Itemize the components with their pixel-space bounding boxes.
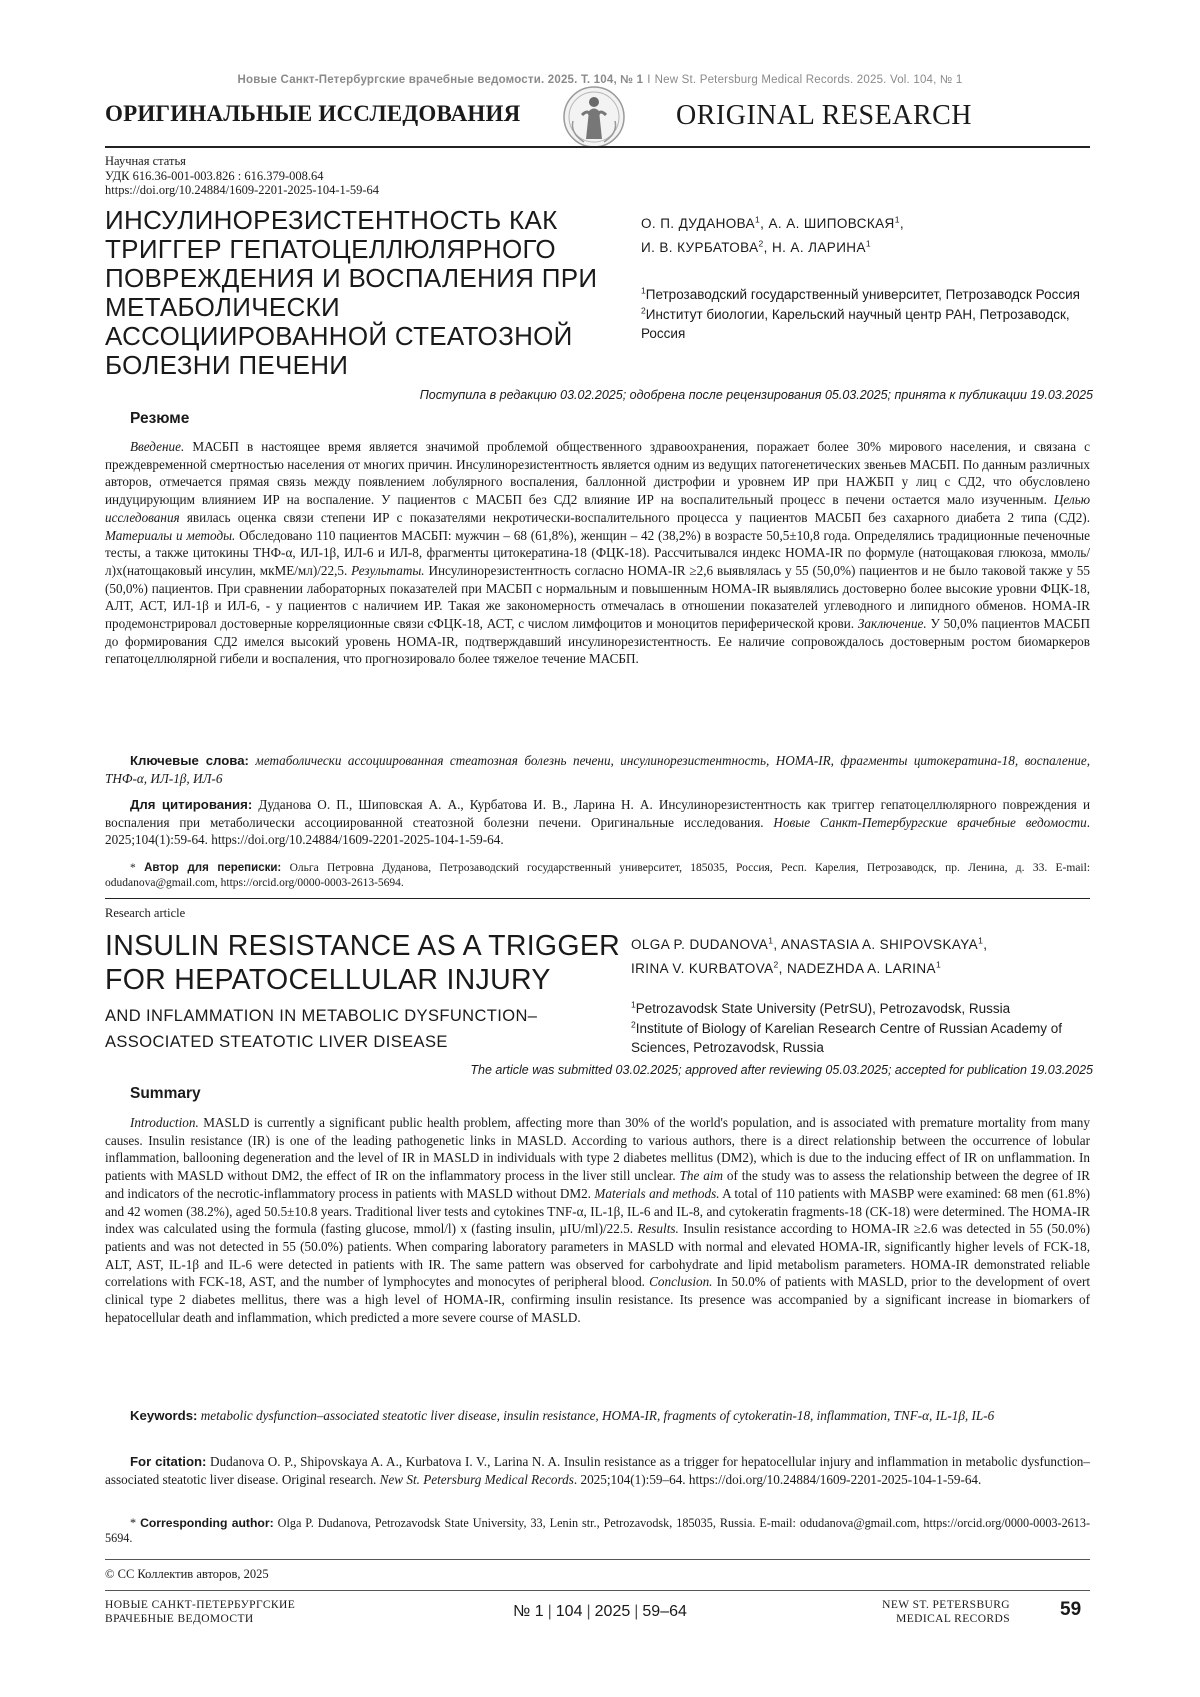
abstract-segment: Введение. [130,439,184,454]
author-sup: 1 [755,215,760,225]
citation-ru [105,796,1090,849]
corresponding-author-ru [105,861,1090,891]
author-name: NADEZHDA A. LARINA [787,961,936,976]
abstract-segment: явилась оценка связи степени ИР с показателями некротически-воспалительного процесса у пациентов МАСБП без сахарного диабета 2 типа (СД2). [180,510,1090,525]
author-sup: 1 [768,936,773,946]
author-name: OLGA P. DUDANOVA [631,937,768,952]
affiliation-sup: 1 [631,1000,636,1010]
abstract-ru [105,438,1090,668]
abstract-segment: Materials and methods. [594,1186,719,1201]
affiliation [631,999,1101,1019]
corr-label: Corresponding author: [140,1516,274,1530]
footer-journal-ru-line: ВРАЧЕБНЫЕ ВЕДОМОСТИ [105,1612,295,1626]
abstract-paragraph [105,438,1090,668]
abstract-segment: Results. [637,1221,678,1236]
citation-journal: New St. Petersburg Medical Records [380,1472,574,1487]
citation-tail: . 2025;104(1):59–64. https://doi.org/10.24884/1609-2201-2025-104-1-59-64. [574,1472,981,1487]
citation-journal: Новые Санкт-Петербургские врачебные ведомости [773,815,1086,830]
keywords-label: Ключевые слова: [130,753,249,768]
corresponding-author-en [105,1516,1090,1546]
affiliation-sup: 1 [641,286,646,296]
author-name: О. П. ДУДАНОВА [641,216,755,231]
running-head-en: New St. Petersburg Medical Records. 2025. Vol. 104, № 1 [655,74,963,86]
keywords-ru [105,752,1090,787]
abstract-paragraph [105,1114,1090,1326]
abstract-segment: The aim [680,1168,723,1183]
abstract-segment: Целью исследования [105,492,1090,525]
affiliation [631,1019,1101,1058]
citation-main: Дуданова О. П., Шиповская А. А., Курбатова И. В., Ларина Н. А. Инсулинорезистентность как триггер гепатоцеллюлярного повреждения и воспаления при метаболически ассоциированной стеатозной болезни печени. Оригинальные исследования. [105,797,1090,830]
author-sup: 2 [759,239,764,249]
affiliation-text: Институт биологии, Карельский научный центр РАН, Петрозаводск, Россия [641,307,1070,342]
citation-en [105,1453,1090,1488]
author-sup: 1 [866,239,871,249]
abstract-segment: МАСБП в настоящее время является значимой проблемой общественного здравоохранения, поражает более 30% мирового населения, и связана с преждевременной смертностью населения от многих причин. Инсулинорезистентность является одним из ведущих патогенетических звеньев МАСБП. По данным различных авторов, отмечается прямая связь между появлением лобулярного воспаления, баллонной дистрофии и уровнем ИР при НАЖБП у лиц с СД2, что обусловлено индуцирующим влиянием ИР на воспаление. У пациентов с МАСБП без СД2 влияние ИР на воспалительный процесс в печени остается мало изученным. [105,439,1090,507]
page-number: 59 [1060,1599,1081,1621]
abstract-segment: Заключение. [858,616,927,631]
footer-issue: № 1 [513,1603,544,1620]
author-sup: 1 [895,215,900,225]
author-sup: 2 [774,960,779,970]
footer-bar: | [582,1603,594,1620]
rubric-en: ORIGINAL RESEARCH [676,100,972,132]
abstract-segment: У 50,0% пациентов МАСБП до формирования СД2 имелся высокий уровень HOMA-IR, подтверждавший инсулинорезистентность. Ее наличие сопровождалось достоверным ростом биомаркеров гепатоцеллюлярной гибели и воспаления, что прогнозировало более тяжелое течение МАСБП. [105,616,1090,666]
dates-en: The article was submitted 03.02.2025; approved after reviewing 05.03.2025; accepted for publication 19.03.2025 [470,1063,1093,1077]
citation-tail: . 2025;104(1):59-64. https://doi.org/10.24884/1609-2201-2025-104-1-59-64. [105,815,1090,848]
doi-link[interactable]: https://doi.org/10.24884/1609-2201-2025-104-1-59-64 [105,183,379,198]
article-type-ru: Научная статья [105,154,379,169]
affiliation-text: Petrozavodsk State University (PetrSU), Petrozavodsk, Russia [636,1001,1010,1016]
keywords-label: Keywords: [130,1408,197,1423]
corr-star: * [130,1516,136,1530]
abstract-segment: Introduction. [130,1115,199,1130]
section-divider [105,898,1090,899]
footer-year: 2025 [595,1603,631,1620]
author-sup: 1 [936,960,941,970]
citation-label: For citation: [130,1454,206,1469]
article-type-en: Research article [105,906,185,921]
header-rule [105,146,1090,148]
keywords-text: метаболически ассоциированная стеатозная болезнь печени, инсулинорезистентность, HOMA-IR, фрагменты цитокератина-18, воспаление, ТНФ-α, ИЛ-1β, ИЛ-6 [105,753,1090,786]
footer-rule-bottom [105,1590,1090,1591]
keywords-en [105,1407,1090,1425]
footer-issue-info [0,1603,1200,1621]
article-subtitle-en: AND INFLAMMATION IN METABOLIC DYSFUNCTION–ASSOCIATED STEATOTIC LIVER DISEASE [105,1003,625,1055]
abstract-segment: Insulin resistance according to HOMA-IR ≥2.6 was detected in 55 (50.0%) patients and was not detected in 55 (50.0%) patients. When comparing laboratory parameters in MASLD with normal and elevated HOMA-IR, significantly higher levels of FCK-18, ALT, AST, IL-1β and IL-6 were detected in patients with IR. The same pattern was observed for carbohydrate and lipid metabolism parameters. HOMA-IR demonstrated reliable correlations with FCK-18, AST, and the number of lymphocytes and monocytes of peripheral blood. [105,1221,1090,1289]
copyright: © СС Коллектив авторов, 2025 [105,1567,269,1582]
author-sup: 1 [978,936,983,946]
footer-pages: 59–64 [642,1603,687,1620]
affiliation-sup: 2 [641,305,646,315]
abstract-en [105,1114,1090,1326]
affiliation-text: Institute of Biology of Karelian Research Centre of Russian Academy of Sciences, Petrozavodsk, Russia [631,1021,1062,1056]
abstract-segment: A total of 110 patients with MASBP were examined: 68 men (61.8%) and 42 women (38.2%), aged 50.5±10.8 years. Traditional liver tests and cytokines TNF-α, IL-1β, IL-6 and IL-8, and cytokeratin fragments-18 (CK-18) were determined. The HOMA-IR index was calculated using the formula (fasting glucose, mmol/l) x (fasting insulin, µIU/ml)/22.5. [105,1186,1090,1236]
abstract-segment: MASLD is currently a significant public health problem, affecting more than 30% of the world's population, and is associated with premature mortality from many causes. Insulin resistance (IR) is one of the leading pathogenetic links in MASLD. According to various authors, there is a direct relationship between the occurrence of lobular inflammation, ballooning degeneration and the level of IR in MASLD in individuals with type 2 diabetes mellitus (DM2), which is due to the inducing effect of IR on unflammation. In patients with MASLD without DM2, the effect of IR on the inflammatory process in the liver still unclear. [105,1115,1090,1183]
udk: УДК 616.36-001-003.826 : 616.379-008.64 [105,169,379,184]
authors-ru: О. П. ДУДАНОВА1, А. А. ШИПОВСКАЯ1, И. В. КУРБАТОВА2, Н. А. ЛАРИНА1 [641,212,904,260]
article-meta-ru [105,154,379,198]
abstract-segment: Обследовано 110 пациентов МАСБП: мужчин – 68 (61,8%), женщин – 42 (38,2%) в возрасте 50,5±10,8 года. Определялись традиционные печеночные тесты, а также цитокины ТНФ-α, ИЛ-1β, ИЛ-6 и ИЛ-8, фрагменты цитокератина-18 (ФЦК-18). Рассчитывался индекс HOMA-IR по формуле (натощаковая глюкоза, ммоль/л)х(натощаковый инсулин, мкМЕ/мл)/22,5. [105,528,1090,578]
keywords-text: metabolic dysfunction–associated steatotic liver disease, insulin resistance, HOMA-IR, fragments of cytokeratin-18, inflammation, TNF-α, IL-1β, IL-6 [201,1408,995,1423]
affiliation-sup: 2 [631,1019,636,1029]
article-title-en: INSULIN RESISTANCE AS A TRIGGER FOR HEPATOCELLULAR INJURY [105,929,625,997]
author-name: И. В. КУРБАТОВА [641,240,759,255]
summary-heading-en: Summary [130,1085,201,1103]
author-name: Н. А. ЛАРИНА [772,240,866,255]
corr-label: Автор для переписки: [144,862,281,874]
author-name: ANASTASIA A. SHIPOVSKAYA [781,937,978,952]
footer-journal-ru-line: НОВЫЕ САНКТ-ПЕТЕРБУРГСКИЕ [105,1598,295,1612]
summary-heading-ru: Резюме [130,410,189,428]
abstract-segment: of the study was to assess the relationship between the degree of IR and indicators of the necrotic-inflammatory process in patients with MASLD without DM2. [105,1168,1090,1201]
footer-bar: | [630,1603,642,1620]
affiliation-text: Петрозаводский государственный университет, Петрозаводск Россия [646,287,1080,302]
footer-volume: 104 [556,1603,583,1620]
running-head-separator: I [643,74,654,86]
authors-en: OLGA P. DUDANOVA1, ANASTASIA A. SHIPOVSKAYA1, IRINA V. KURBATOVA2, NADEZHDA A. LARINA1 [631,933,987,981]
footer-bar: | [544,1603,556,1620]
article-title-ru: ИНСУЛИНОРЕЗИСТЕНТНОСТЬ КАК ТРИГГЕР ГЕПАТОЦЕЛЛЮЛЯРНОГО ПОВРЕЖДЕНИЯ И ВОСПАЛЕНИЯ ПРИ МЕТАБОЛИЧЕСКИ АССОЦИИРОВАННОЙ СТЕАТОЗНОЙ БОЛЕЗНИ ПЕЧЕНИ [105,206,625,380]
footer-journal-en-line: NEW ST. PETERSBURG [800,1598,1010,1612]
journal-emblem-icon [562,85,626,149]
abstract-segment: Conclusion. [649,1274,712,1289]
footer-journal-en [800,1598,1010,1626]
running-head-ru: Новые Санкт-Петербургские врачебные ведомости. 2025. Т. 104, № 1 [238,74,644,86]
citation-main: Dudanova O. P., Shipovskaya A. A., Kurbatova I. V., Larina N. A. Insulin resistance as a trigger for hepatocellular injury and inflammation in metabolic dysfunction–associated steatotic liver disease. Original research. [105,1454,1090,1487]
corr-text: Ольга Петровна Дуданова, Петрозаводский государственный университет, 185035, Россия, Респ. Карелия, Петрозаводск, пр. Ленина, д. 33. E-mail: odudanova@gmail.com, https://orcid.org/0000-0003-2613-5694. [105,862,1090,889]
footer-rule-top [105,1559,1090,1560]
affiliations-ru [641,285,1101,344]
author-name: IRINA V. KURBATOVA [631,961,774,976]
abstract-segment: In 50.0% of patients with MASLD, prior to the development of overt clinical type 2 diabetes mellitus, there was a high level of HOMA-IR, confirming insulin resistance. Its presence was accompanied by a significant increase in biomarkers of hepatocellular death and inflammation, which predicted a more severe course of MASLD. [105,1274,1090,1324]
abstract-segment: Инсулинорезистентность согласно HOMA-IR ≥2,6 выявлялась у 55 (50,0%) пациентов и не было таковой также у 55 (50,0%) пациентов. При сравнении лабораторных показателей при МАСБП с нормальным и повышенным HOMA-IR выявлялись достоверно более высокие уровни ФЦК-18, АЛТ, АСТ, ИЛ-1β и ИЛ-6, - у пациентов с наличием ИР. Такая же закономерность отмечалась в отношении показателей углеводного и липидного обменов. HOMA-IR продемонстрировал достоверные корреляционные связи сФЦК-18, АСТ, с числом лимфоцитов и моноцитов периферической крови. [105,563,1090,631]
rubric-ru: ОРИГИНАЛЬНЫЕ ИССЛЕДОВАНИЯ [105,101,520,127]
author-name: А. А. ШИПОВСКАЯ [768,216,894,231]
dates-ru: Поступила в редакцию 03.02.2025; одобрена после рецензирования 05.03.2025; принята к публикации 19.03.2025 [420,388,1093,402]
affiliation [641,305,1101,344]
footer-journal-en-line: MEDICAL RECORDS [800,1612,1010,1626]
citation-label: Для цитирования: [130,797,252,812]
corr-text: Olga P. Dudanova, Petrozavodsk State University, 33, Lenin str., Petrozavodsk, 185035, Russia. E-mail: odudanova@gmail.com, https://orcid.org/0000-0003-2613-5694. [105,1516,1090,1545]
corr-star: * [130,862,136,874]
abstract-segment: Результаты. [351,563,424,578]
affiliations-en [631,999,1101,1058]
affiliation [641,285,1101,305]
abstract-segment: Материалы и методы. [105,528,235,543]
